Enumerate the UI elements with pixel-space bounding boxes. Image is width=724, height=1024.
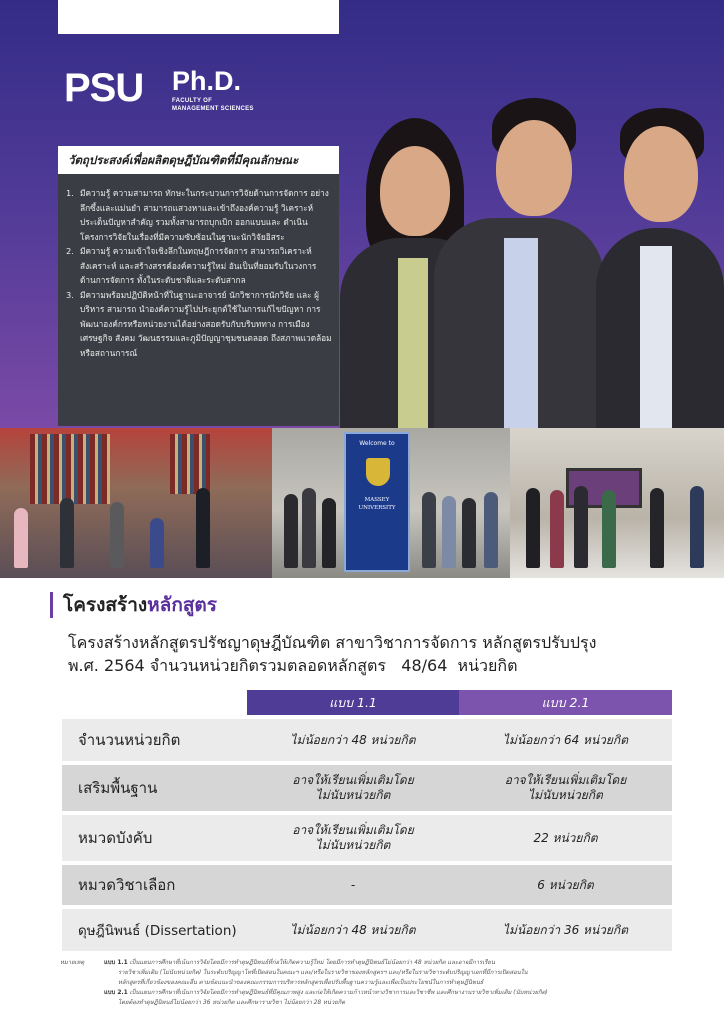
plan21-value: 22 หน่วยกิต xyxy=(459,813,672,863)
photo-strip xyxy=(0,428,724,578)
massey-university-photo xyxy=(272,428,510,578)
meeting-room-photo xyxy=(510,428,724,578)
heading-part-primary: โครงสร้าง xyxy=(63,594,148,616)
table-header-row xyxy=(62,690,672,717)
table-header-blank xyxy=(62,690,247,717)
row-label: หมวดบังคับ xyxy=(62,813,247,863)
footnote-line: รายวิชาเพิ่มเติม (ไม่นับหน่วยกิต) ในระดับปริญญาโทที่เปิดสอนในคณะฯ และ/หรือในรายวิชาของหลักสูตรฯ และ/หรือในรายวิชาระดับปริญญาเอกที่มีการเปิดสอนใน xyxy=(118,970,528,976)
logo-faculty-line2: MANAGEMENT SCIENCES xyxy=(172,106,254,112)
objective-item xyxy=(66,186,334,244)
table-header-plan21: แบบ 2.1 xyxy=(459,690,672,717)
objective-number: 2. xyxy=(66,246,74,256)
table-row xyxy=(62,813,672,863)
massey-university-banner xyxy=(344,432,410,572)
objective-text: มีความรู้ ความเข้าใจเชิงลึกในทฤษฎีการจัดการ สามารถวิเคราะห์ สังเคราะห์ และสร้างสรรค์องค์ความรู้ใหม่ อันเป็นที่ยอมรับในวงการ ด้านการจัดการ ทั้งในระดับชาติและระดับสากล xyxy=(80,246,317,285)
table-header-plan11: แบบ 1.1 xyxy=(247,690,459,717)
plan11-value: อาจให้เรียนเพิ่มเติมโดย ไม่นับหน่วยกิต xyxy=(247,763,459,813)
footnote-label: หมายเหตุ xyxy=(60,960,85,966)
library-study-photo xyxy=(0,428,272,578)
footnote-line: หลักสูตรที่เกี่ยวข้องของคณะอื่น ตามข้อแนะนำของคณะกรรมการบริหารหลักสูตรเพื่อปรับพื้นฐานความรู้และเพื่อเป็นประโยชน์ในการทำดุษฎีนิพนธ์ xyxy=(118,980,484,986)
objective-text: มีความรู้ ความสามารถ ทักษะในกระบวนการวิจัยด้านการจัดการ อย่างลึกซึ้งและแม่นยำ สามารถแสวงหาและเข้าถึงองค์ความรู้ วิเคราะห์ประเด็นปัญหาสำคัญ รวมทั้งสามารถบุกเบิก ออกแบบและ ดำเนินโครงการวิจัยในเรื่องที่มีความซับซ้อนในฐานะนักวิจัยอิสระ xyxy=(80,188,329,242)
logo-phd-text: Ph.D. xyxy=(172,66,242,96)
objectives-list xyxy=(66,186,334,360)
table-row xyxy=(62,907,672,951)
portrait-man-center xyxy=(434,98,604,428)
objective-number: 1. xyxy=(66,188,74,198)
footnote-line: แบบ 1.1 เป็นแผนการศึกษาที่เน้นการวิจัยโดยมีการทำดุษฎีนิพนธ์ที่ก่อให้เกิดความรู้ใหม่ โดยมีการทำดุษฎีนิพนธ์ไม่น้อยกว่า 48 หน่วยกิต และอาจมีการเรียน xyxy=(104,960,495,966)
row-label: หมวดวิชาเลือก xyxy=(62,863,247,907)
footnote-line: แบบ 2.1 เป็นแผนการศึกษาที่เน้นการวิจัยโดยมีการทำดุษฎีนิพนธ์ที่มีคุณภาพสูง และก่อให้เกิดความก้าวหน้าทางวิชาการและวิชาชีพ และศึกษางานรายวิชาเพิ่มเติม (นับหน่วยกิต) xyxy=(104,990,548,996)
curriculum-structure-heading xyxy=(50,592,217,618)
objective-item xyxy=(66,244,334,288)
plan11-value: อาจให้เรียนเพิ่มเติมโดย ไม่นับหน่วยกิต xyxy=(247,813,459,863)
footnote-plan21-tag: แบบ 2.1 xyxy=(104,990,128,996)
objective-text: มีความพร้อมปฏิบัติหน้าที่ในฐานะอาจารย์ นักวิชาการนักวิจัย และ ผู้บริหาร สามารถ นำองค์ความรู้ไปประยุกต์ใช้ในการแก้ไขปัญหา การพัฒนาองค์กรหรือหน่วยงานได้อย่างสอดรับกับบริบททาง การเมืองเศรษฐกิจ สังคม วัฒนธรรมและภูมิปัญญาชุมชนตลอด ถึงสภาพแวดล้อมหรือสถานการณ์ xyxy=(80,289,332,358)
row-label: ดุษฎีนิพนธ์ (Dissertation) xyxy=(62,907,247,951)
objectives-title: วัตถุประสงค์เพื่อผลิตดุษฎีบัณฑิตที่มีคุณลักษณะ xyxy=(58,146,339,174)
top-white-bar xyxy=(58,0,339,34)
faculty-portrait-group xyxy=(340,90,724,428)
banner-university-name: MASSEY UNIVERSITY xyxy=(358,497,396,511)
heading-part-accent: หลักสูตร xyxy=(147,594,217,616)
plan21-value: ไม่น้อยกว่า 36 หน่วยกิต xyxy=(459,907,672,951)
banner-welcome-text: Welcome to xyxy=(359,440,395,447)
psu-phd-logo xyxy=(64,64,274,124)
curriculum-table xyxy=(62,690,672,951)
plan21-value: ไม่น้อยกว่า 64 หน่วยกิต xyxy=(459,717,672,763)
portrait-man-right xyxy=(596,108,724,428)
hero-banner xyxy=(0,0,724,428)
plan11-value: ไม่น้อยกว่า 48 หน่วยกิต xyxy=(247,717,459,763)
footnote xyxy=(60,958,672,1008)
objective-number: 3. xyxy=(66,289,74,300)
structure-subtitle-line1: โครงสร้างหลักสูตรปรัชญาดุษฎีบัณฑิต สาขาวิชาการจัดการ หลักสูตรปรับปรุง xyxy=(68,633,597,652)
massey-crest-icon xyxy=(366,458,390,486)
footnote-line: โดยต้องทำดุษฎีนิพนธ์ไม่น้อยกว่า 36 หน่วยกิต และศึกษารายวิชา ไม่น้อยกว่า 28 หน่วยกิต xyxy=(118,1000,346,1006)
table-row xyxy=(62,717,672,763)
plan11-value: - xyxy=(247,863,459,907)
plan21-value: 6 หน่วยกิต xyxy=(459,863,672,907)
logo-psu-text: PSU xyxy=(64,66,144,110)
plan21-value: อาจให้เรียนเพิ่มเติมโดย ไม่นับหน่วยกิต xyxy=(459,763,672,813)
plan11-value: ไม่น้อยกว่า 48 หน่วยกิต xyxy=(247,907,459,951)
row-label: เสริมพื้นฐาน xyxy=(62,763,247,813)
footnote-plan11-tag: แบบ 1.1 xyxy=(104,960,128,966)
structure-subtitle-line2: พ.ศ. 2564 จำนวนหน่วยกิตรวมตลอดหลักสูตร 48/64 หน่วยกิต xyxy=(68,656,518,675)
row-label: จำนวนหน่วยกิต xyxy=(62,717,247,763)
table-row xyxy=(62,763,672,813)
logo-faculty-line1: FACULTY OF xyxy=(172,98,213,104)
table-row xyxy=(62,863,672,907)
objective-item xyxy=(66,288,334,361)
